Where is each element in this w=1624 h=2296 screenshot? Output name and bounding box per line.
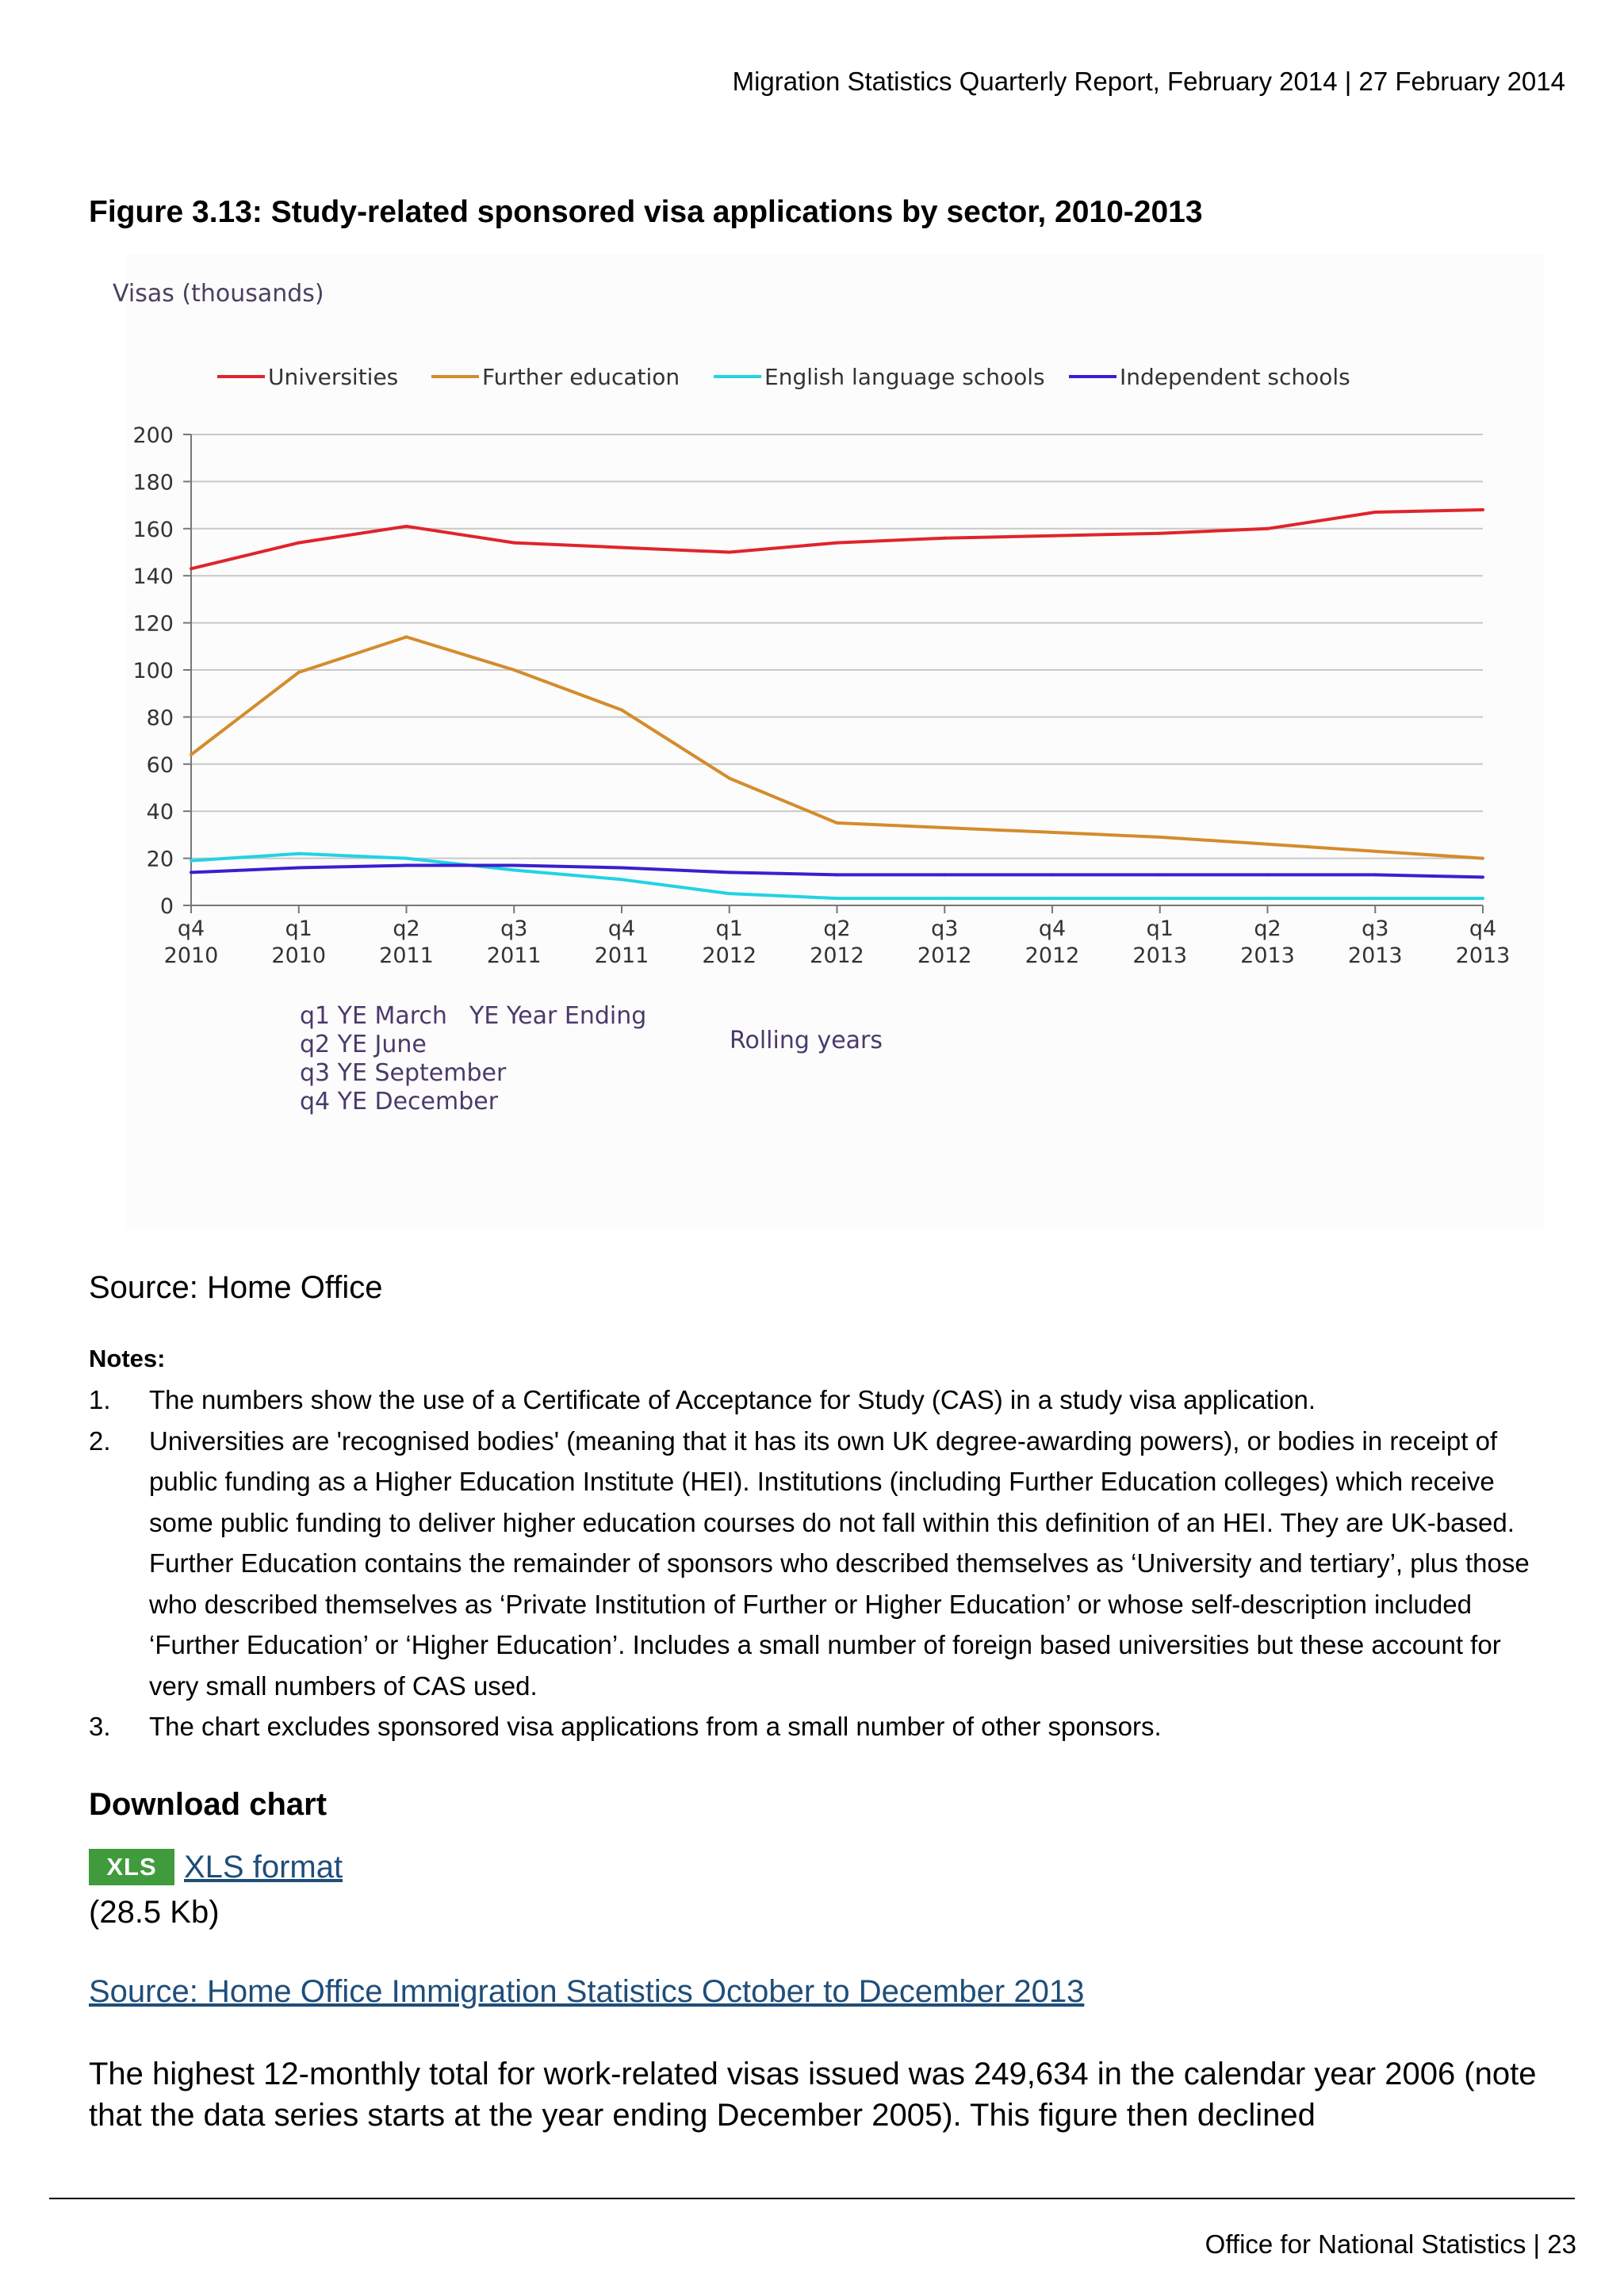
note-text: The numbers show the use of a Certificate of Acceptance for Study (CAS) in a study visa application. bbox=[149, 1385, 1316, 1414]
note-number: 2. bbox=[89, 1425, 111, 1456]
data-point bbox=[1373, 511, 1377, 514]
source-link-container bbox=[89, 1974, 1084, 2010]
xls-file-icon[interactable]: XLS bbox=[89, 1849, 174, 1885]
quarter-key-label: q3 YE September bbox=[300, 1059, 507, 1087]
y-axis-title: Visas (thousands) bbox=[113, 280, 324, 308]
x-tick-label-quarter: q4 bbox=[1038, 916, 1067, 941]
x-tick-label-quarter: q3 bbox=[1362, 916, 1389, 941]
x-tick-label-year: 2010 bbox=[271, 943, 327, 968]
data-point bbox=[1481, 508, 1484, 511]
data-point bbox=[512, 864, 515, 867]
x-tick-label-year: 2013 bbox=[1347, 943, 1403, 968]
x-tick-label-quarter: q1 bbox=[715, 916, 743, 941]
legend-label: English language schools bbox=[764, 364, 1045, 390]
data-point bbox=[297, 866, 301, 869]
data-point bbox=[405, 857, 408, 860]
y-tick-label: 120 bbox=[132, 611, 174, 637]
x-tick-label-year: 2012 bbox=[702, 943, 757, 968]
source-statistics-link[interactable]: Source: Home Office Immigration Statistics October to December 2013 bbox=[89, 1974, 1085, 2009]
data-point bbox=[1159, 873, 1162, 876]
data-point bbox=[1266, 897, 1270, 900]
data-point bbox=[1481, 875, 1484, 878]
x-tick-label-year: 2013 bbox=[1132, 943, 1188, 968]
x-tick-label-quarter: q1 bbox=[285, 916, 312, 941]
y-tick-label: 100 bbox=[132, 659, 174, 683]
data-point bbox=[405, 635, 408, 638]
data-point bbox=[1159, 836, 1162, 839]
data-point bbox=[190, 871, 193, 874]
y-tick-label: 140 bbox=[132, 564, 174, 590]
data-point bbox=[620, 546, 623, 549]
y-tick-label: 160 bbox=[132, 517, 174, 542]
rolling-years-note: Rolling years bbox=[730, 1027, 883, 1054]
x-tick-label-year: 2010 bbox=[163, 943, 219, 968]
report-header: Migration Statistics Quarterly Report, February 2014 | 27 February 2014 bbox=[732, 67, 1565, 96]
x-tick-label-quarter: q2 bbox=[823, 916, 851, 941]
xls-file-size: (28.5 Kb) bbox=[89, 1895, 220, 1930]
data-point bbox=[1266, 843, 1270, 846]
data-point bbox=[1051, 873, 1054, 876]
data-point bbox=[190, 859, 193, 863]
note-number: 1. bbox=[89, 1385, 111, 1414]
data-point bbox=[943, 537, 946, 540]
note-text: Universities are 'recognised bodies' (meaning that it has its own UK degree-awarding powers), or bodies in receipt of public funding as a Higher Education Institute (HEI). Institutions (including Further Education colleges) which receive some public funding to deliver higher education courses do not fall within this definition of an HEI. They are UK-based. Further Education contains the remainder of sponsors who described themselves as ‘University and tertiary’, plus those who described themselves as ‘Private Institution of Further or Higher Education’ or whose self-description included ‘Further Education’ or ‘Higher Education’. Includes a small number of foreign based universities but these account for very small numbers of CAS used. bbox=[149, 1425, 1530, 1701]
chart-container bbox=[86, 254, 1553, 1237]
data-point bbox=[1051, 831, 1054, 834]
data-point bbox=[512, 868, 515, 871]
data-point bbox=[1159, 897, 1162, 900]
x-tick-label-year: 2012 bbox=[1025, 943, 1080, 968]
x-tick-label-year: 2011 bbox=[486, 943, 542, 968]
data-point bbox=[190, 567, 193, 570]
data-point bbox=[1373, 897, 1377, 900]
data-point bbox=[728, 551, 731, 554]
y-tick-label: 60 bbox=[146, 752, 174, 778]
data-point bbox=[1266, 527, 1270, 530]
data-point bbox=[1051, 897, 1054, 900]
figure-source: Source: Home Office bbox=[89, 1270, 383, 1305]
data-point bbox=[728, 871, 731, 874]
x-tick-label-year: 2012 bbox=[810, 943, 864, 968]
data-point bbox=[297, 852, 301, 855]
x-tick-label-year: 2012 bbox=[917, 943, 972, 968]
x-tick-label-year: 2013 bbox=[1240, 943, 1295, 968]
data-point bbox=[297, 541, 301, 545]
footer-divider bbox=[49, 2198, 1575, 2199]
data-point bbox=[1051, 534, 1054, 538]
x-tick-label-quarter: q4 bbox=[607, 916, 636, 941]
data-point bbox=[728, 777, 731, 780]
figure-title: Figure 3.13: Study-related sponsored visa applications by sector, 2010-2013 bbox=[89, 195, 1203, 229]
data-point bbox=[943, 873, 946, 876]
data-point bbox=[405, 525, 408, 528]
data-point bbox=[512, 541, 515, 545]
page-footer: Office for National Statistics | 23 bbox=[1205, 2229, 1576, 2259]
x-tick-label-quarter: q4 bbox=[1469, 916, 1497, 941]
data-point bbox=[620, 878, 623, 881]
note-number: 3. bbox=[89, 1712, 111, 1741]
note-item bbox=[89, 1706, 1532, 1747]
data-point bbox=[836, 541, 839, 545]
year-ending-note: YE Year Ending bbox=[469, 1002, 647, 1030]
data-point bbox=[297, 671, 301, 674]
data-point bbox=[836, 897, 839, 900]
data-point bbox=[1373, 873, 1377, 876]
legend-label: Universities bbox=[268, 364, 399, 390]
notes-list bbox=[89, 1380, 1532, 1747]
note-text: The chart excludes sponsored visa applications from a small number of other sponsors. bbox=[149, 1712, 1162, 1741]
x-tick-label-quarter: q4 bbox=[177, 916, 205, 941]
x-tick-label-quarter: q3 bbox=[500, 916, 528, 941]
line-chart bbox=[86, 254, 1553, 1237]
x-tick-label-quarter: q3 bbox=[931, 916, 959, 941]
quarter-key-label: q1 YE March bbox=[300, 1002, 447, 1030]
x-tick-label-year: 2013 bbox=[1455, 943, 1511, 968]
y-tick-label: 40 bbox=[146, 800, 174, 825]
xls-download-link[interactable]: XLS format bbox=[184, 1850, 343, 1885]
data-point bbox=[1159, 532, 1162, 535]
data-point bbox=[1481, 857, 1484, 860]
data-point bbox=[836, 821, 839, 825]
legend-label: Further education bbox=[482, 364, 680, 390]
legend-label: Independent schools bbox=[1120, 364, 1350, 390]
x-tick-label-quarter: q2 bbox=[393, 916, 420, 941]
y-tick-label: 80 bbox=[146, 706, 174, 731]
body-paragraph: The highest 12-monthly total for work-related visas issued was 249,634 in the calendar year 2006 (note that the data series starts at the year ending December 2005). This figure then declined bbox=[89, 2057, 1537, 2133]
data-point bbox=[1373, 850, 1377, 853]
data-point bbox=[405, 864, 408, 867]
note-item bbox=[89, 1421, 1532, 1707]
data-point bbox=[190, 753, 193, 756]
data-point bbox=[943, 897, 946, 900]
xls-download-row bbox=[89, 1849, 343, 1885]
data-point bbox=[620, 866, 623, 869]
x-tick-label-quarter: q2 bbox=[1254, 916, 1281, 941]
quarter-key-label: q2 YE June bbox=[300, 1031, 427, 1058]
y-tick-label: 0 bbox=[159, 894, 174, 919]
data-point bbox=[620, 708, 623, 711]
data-point bbox=[728, 892, 731, 895]
x-tick-label-quarter: q1 bbox=[1146, 916, 1174, 941]
y-tick-label: 200 bbox=[132, 423, 174, 448]
data-point bbox=[512, 668, 515, 672]
x-tick-label-year: 2011 bbox=[594, 943, 649, 968]
download-chart-heading: Download chart bbox=[89, 1787, 327, 1822]
data-point bbox=[943, 826, 946, 829]
notes-title: Notes: bbox=[89, 1345, 166, 1372]
data-point bbox=[1481, 897, 1484, 900]
data-point bbox=[836, 873, 839, 876]
y-tick-label: 20 bbox=[146, 847, 174, 872]
data-point bbox=[1266, 873, 1270, 876]
x-tick-label-year: 2011 bbox=[379, 943, 434, 968]
y-tick-label: 180 bbox=[132, 470, 174, 496]
note-item bbox=[89, 1380, 1532, 1421]
quarter-key-label: q4 YE December bbox=[300, 1088, 499, 1115]
